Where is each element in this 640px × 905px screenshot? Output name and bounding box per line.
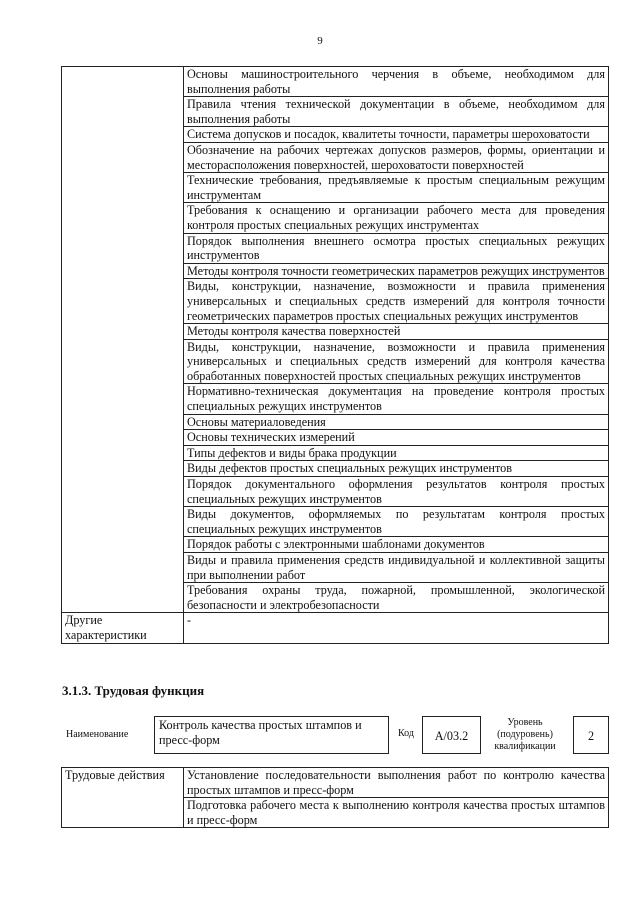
- requirement-cell: Виды дефектов простых специальных режущих инструментов: [184, 461, 609, 477]
- requirement-cell: Виды и правила применения средств индивидуальной и коллективной защиты при выполнении работ: [184, 553, 609, 583]
- function-code-box: А/03.2: [422, 716, 481, 754]
- requirement-cell: Технические требования, предъявляемые к простым специальным режущим инструментам: [184, 173, 609, 203]
- requirement-cell: Виды, конструкции, назначение, возможности и правила применения универсальных и специальных средств измерений для контроля качества обработанных поверхностей простых специальных режущих инструментов: [184, 339, 609, 384]
- row-label-cell: [62, 67, 184, 613]
- requirement-cell: Методы контроля точности геометрических параметров режущих инструментов: [184, 263, 609, 279]
- requirement-cell: Порядок документального оформления результатов контроля простых специальных режущих инструментов: [184, 477, 609, 507]
- other-characteristics-label: Другие характеристики: [62, 613, 184, 643]
- labor-action-cell: Подготовка рабочего места к выполнению контроля качества простых штампов и пресс-форм: [184, 798, 609, 828]
- requirement-cell: Виды документов, оформляемых по результатам контроля простых специальных режущих инструментов: [184, 507, 609, 537]
- table-row: [62, 613, 609, 643]
- page-number: 9: [317, 35, 323, 47]
- requirement-cell: Требования охраны труда, пожарной, промышленной, экологической безопасности и электробезопасности: [184, 583, 609, 613]
- requirement-cell: Порядок работы с электронными шаблонами документов: [184, 537, 609, 553]
- code-label: Код: [398, 728, 414, 739]
- requirement-cell: Нормативно-техническая документация на проведение контроля простых специальных режущих инструментов: [184, 384, 609, 414]
- section-heading: 3.1.3. Трудовая функция: [62, 683, 205, 698]
- requirement-cell: Основы машиностроительного черчения в объеме, необходимом для выполнения работы: [184, 67, 609, 97]
- function-name-box: Контроль качества простых штампов и пресс-форм: [154, 716, 389, 754]
- other-characteristics-value: -: [184, 613, 609, 643]
- labor-function-header: [62, 716, 609, 756]
- requirement-cell: Правила чтения технической документации в объеме, необходимом для выполнения работы: [184, 97, 609, 127]
- requirement-cell: Требования к оснащению и организации рабочего места для проведения контроля простых специальных режущих инструментах: [184, 203, 609, 233]
- requirement-cell: Виды, конструкции, назначение, возможности и правила применения универсальных и специальных средств измерений для контроля точности геометрических параметров простых специальных режущих инструментов: [184, 279, 609, 324]
- requirement-cell: Методы контроля качества поверхностей: [184, 324, 609, 340]
- qualification-level-box: 2: [573, 716, 609, 754]
- knowledge-requirements-table: [61, 66, 609, 644]
- table-row: [62, 768, 609, 798]
- requirement-cell: Обозначение на рабочих чертежах допусков размеров, формы, ориентации и месторасположения поверхностей, шероховатости поверхностей: [184, 142, 609, 172]
- labor-actions-table: [61, 767, 609, 828]
- labor-action-cell: Установление последовательности выполнения работ по контролю качества простых штампов и пресс-форм: [184, 768, 609, 798]
- table-row: [62, 67, 609, 97]
- requirement-cell: Порядок выполнения внешнего осмотра простых специальных режущих инструментов: [184, 233, 609, 263]
- name-label: Наименование: [66, 729, 129, 740]
- qualification-level-label: Уровень (подуровень) квалификации: [494, 717, 556, 752]
- requirement-cell: Основы материаловедения: [184, 414, 609, 430]
- requirement-cell: Система допусков и посадок, квалитеты точности, параметры шероховатости: [184, 127, 609, 143]
- requirement-cell: Типы дефектов и виды брака продукции: [184, 445, 609, 461]
- labor-actions-label: Трудовые действия: [62, 768, 184, 828]
- requirement-cell: Основы технических измерений: [184, 430, 609, 446]
